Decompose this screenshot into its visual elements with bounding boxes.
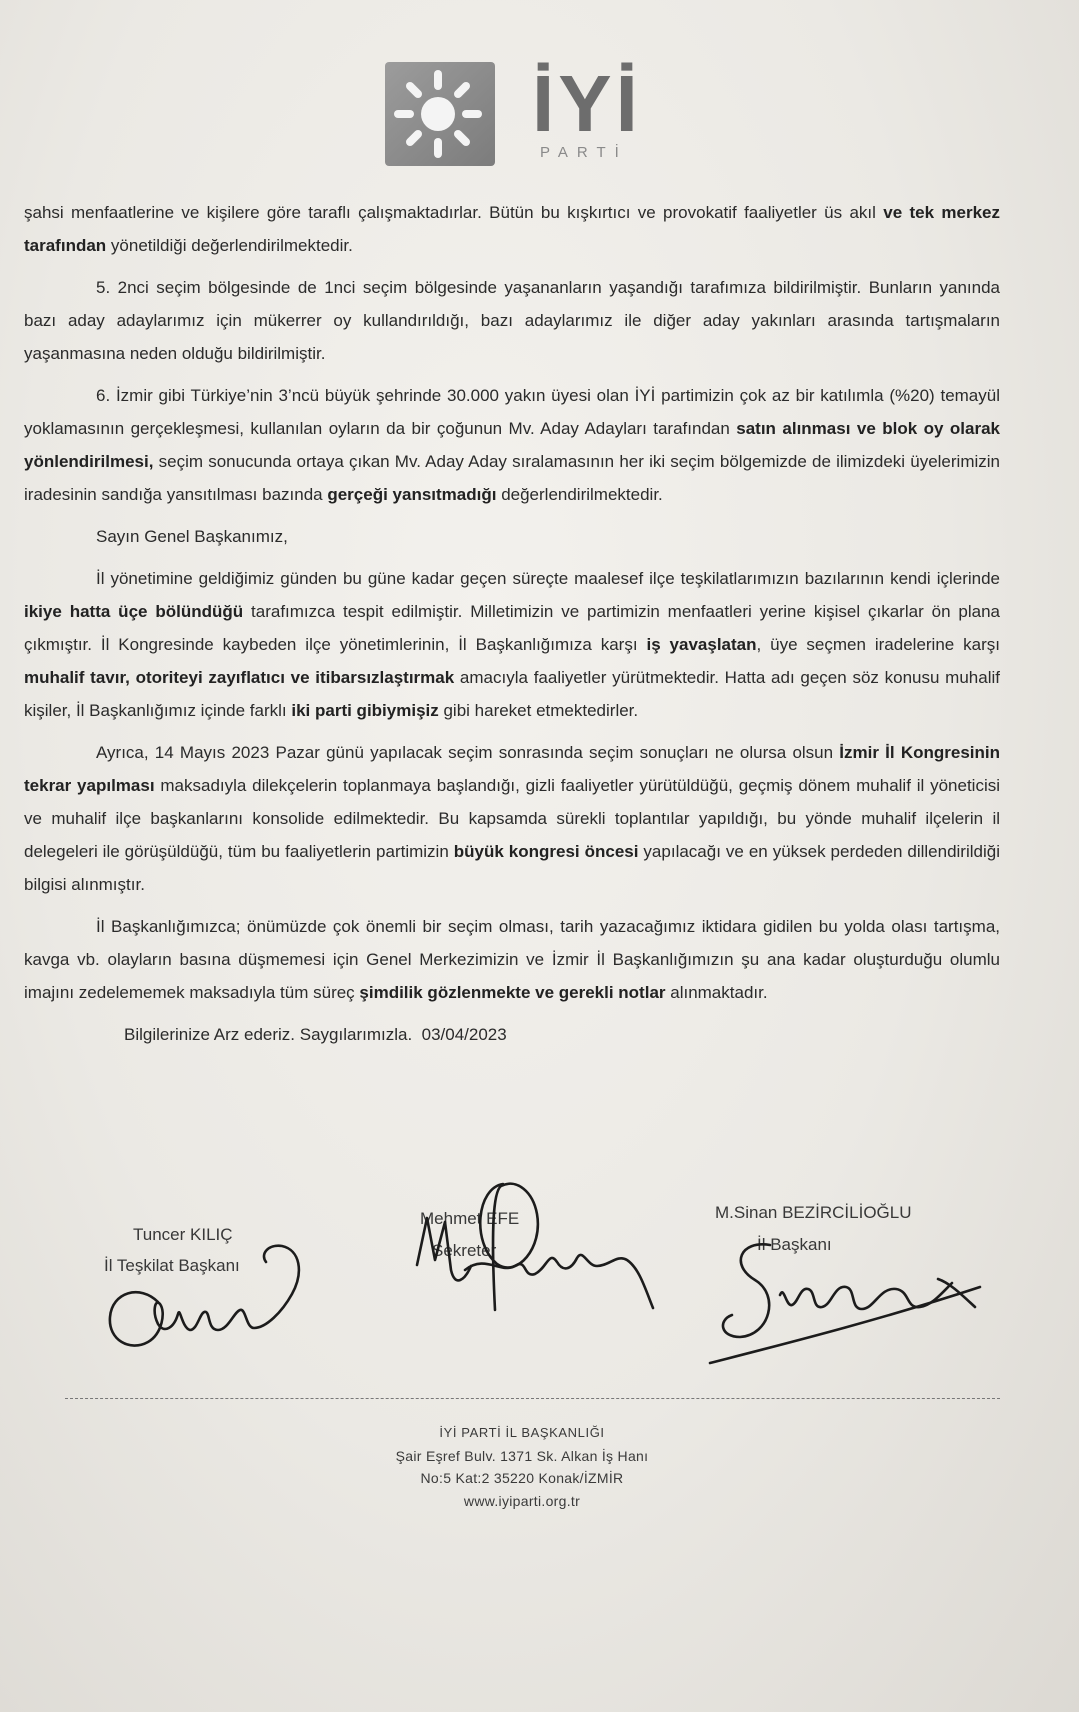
paragraph-4	[24, 562, 1000, 727]
signatory-title: İl Başkanı	[757, 1235, 832, 1254]
paragraph-1	[24, 196, 1000, 262]
paragraph-6	[24, 910, 1000, 1009]
party-wordmark: İYİ	[532, 59, 642, 148]
paragraph-2	[24, 271, 1000, 370]
footer-address	[322, 1422, 722, 1512]
paragraph-text: seçim sonucunda ortaya çıkan Mv. Aday Aday sıralamasının her iki seçim bölgemizde de ilimizdeki üyelerimizin iradesinin sandığa yansıtılması bazında	[24, 452, 1000, 504]
bold-text: iş yavaşlatan	[646, 635, 757, 654]
paragraph-text: İl Başkanlığımızca; önümüzde çok önemli bir seçim olması, tarih yazacağımız iktidara gidilen bu yolda olası tartışma, kavga vb. olayların basına düşmemesi için Genel Merkezimizin ve İzmir İl Başkanlığımızın şu ana kadar oluşturduğu olumlu imajını zedelememek maksadıyla tüm süreç	[24, 917, 1000, 1002]
bold-text: satın alınması ve blok oy olarak yönlendirilmesi,	[24, 419, 1001, 471]
bold-text: şimdilik gözlenmekte ve gerekli notlar	[359, 983, 666, 1002]
paragraph-text: 5. 2nci seçim bölgesinde de 1nci seçim bölgesinde yaşananların yaşandığı tarafımıza bildirilmiştir. Bunların yanında bazı aday adaylarımız için mükerrer oy kullandırıldığı, bazı adaylarımız ile diğer aday yakınları arasında tartışmaların yaşanmasına neden olduğu bildirilmiştir.	[24, 278, 1000, 363]
paragraph-text: Ayrıca, 14 Mayıs 2023 Pazar günü yapılacak seçim sonrasında seçim sonuçları ne olursa olsun	[96, 743, 840, 762]
paragraph-text: amacıyla faaliyetler yürütmektedir. Hatta adı geçen söz konusu muhalif kişiler, İl Başkanlığımız içinde farklı	[24, 668, 1000, 720]
paragraph-text: , üye seçmen iradelerine karşı	[756, 635, 1000, 654]
footer-website: www.iyiparti.org.tr	[463, 1492, 581, 1509]
paragraph-text: İl yönetimine geldiğimiz günden bu güne kadar geçen süreçte maalesef ilçe teşkilatlarımızın bazılarının kendi içlerinde	[96, 569, 1000, 588]
paragraph-text: alınmaktadır.	[665, 983, 768, 1002]
paragraph-text: maksadıyla dilekçelerin toplanmaya başlandığı, gizli faaliyetler yürütüldüğü, geçmiş dönem muhalif il yöneticisi ve muhalif ilçe başkanlarını konsolide edilmektedir. Bu kapsamda sürekli toplantılar yapıldığı, bu yönde muhalif ilçelerin il delegeleri ile görüşüldüğü, tüm bu faaliyetlerin partimizin	[24, 776, 1001, 861]
footer-address-line-2: No:5 Kat:2 35220 Konak/İZMİR	[420, 1470, 624, 1486]
signature-sinan-bezircilioglu	[700, 1225, 990, 1375]
bold-text: iki parti gibiymişiz	[291, 701, 439, 720]
footer-divider	[65, 1398, 1000, 1399]
bold-text: İzmir İl Kongresinin tekrar yapılması	[24, 743, 1000, 795]
letter-body	[24, 196, 1000, 1060]
bold-text: büyük kongresi öncesi	[453, 842, 639, 861]
paragraph-text: değerlendirilmektedir.	[496, 485, 663, 504]
paragraph-text: şahsi menfaatlerine ve kişilere göre taraflı çalışmaktadırlar. Bütün bu kışkırtıcı ve provokatif faaliyetler üs akıl	[24, 203, 884, 222]
bold-text: muhalif tavır, otoriteyi zayıflatıcı ve itibarsızlaştırmak	[24, 668, 455, 687]
bold-text: ve tek merkez tarafından	[24, 203, 1000, 255]
signature-mehmet-efe	[405, 1170, 665, 1320]
bold-text: ikiye hatta üçe bölündüğü	[24, 602, 244, 621]
bold-text: gerçeği yansıtmadığı	[327, 485, 497, 504]
footer-organization: İYİ PARTİ İL BAŞKANLIĞI	[439, 1425, 605, 1440]
letter-date: 03/04/2023	[421, 1025, 507, 1044]
signatory-name: Mehmet EFE	[420, 1209, 520, 1228]
paragraph-text: 6. İzmir gibi Türkiye’nin 3’ncü büyük şehrinde 30.000 yakın üyesi olan İYİ partimizin çok az bir katılımla (%20) temayül yoklamasının gerçekleşmesi, kullanılan oyların da bir çoğunun Mv. Aday Adayları tarafından	[24, 386, 1000, 438]
signatory-name: M.Sinan BEZİRCİLİOĞLU	[715, 1203, 912, 1222]
signatory-title: Sekreter	[432, 1241, 497, 1260]
paragraph-text: gibi hareket etmektedirler.	[438, 701, 639, 720]
paragraph-text: yönetildiği değerlendirilmektedir.	[106, 236, 353, 255]
sun-icon	[385, 62, 495, 166]
paragraph-3	[24, 379, 1000, 511]
signatory-name: Tuncer KILIÇ	[133, 1225, 233, 1244]
paragraph-5	[24, 736, 1000, 901]
paragraph-text: yapılacağı ve en yüksek perdeden dillendirildiği bilgisi alınmıştır.	[24, 842, 1000, 894]
signature-tuncer-kilic	[100, 1232, 315, 1357]
closing-text: Bilgilerinize Arz ederiz. Saygılarımızla.	[124, 1025, 413, 1044]
footer-address-line-1: Şair Eşref Bulv. 1371 Sk. Alkan İş Hanı	[395, 1447, 649, 1464]
signatory-title: İl Teşkilat Başkanı	[104, 1256, 240, 1275]
salutation: Sayın Genel Başkanımız,	[96, 527, 288, 546]
paragraph-text: tarafımızca tespit edilmiştir. Milletimizin ve partimizin menfaatleri yerine kişisel çıkarlar ön plana çıkmıştır. İl Kongresinde kaybeden ilçe yönetimlerinin, İl Başkanlığımıza karşı	[24, 602, 1000, 654]
closing-line	[24, 1018, 1000, 1051]
party-wordmark-subtitle: PARTİ	[540, 144, 628, 161]
